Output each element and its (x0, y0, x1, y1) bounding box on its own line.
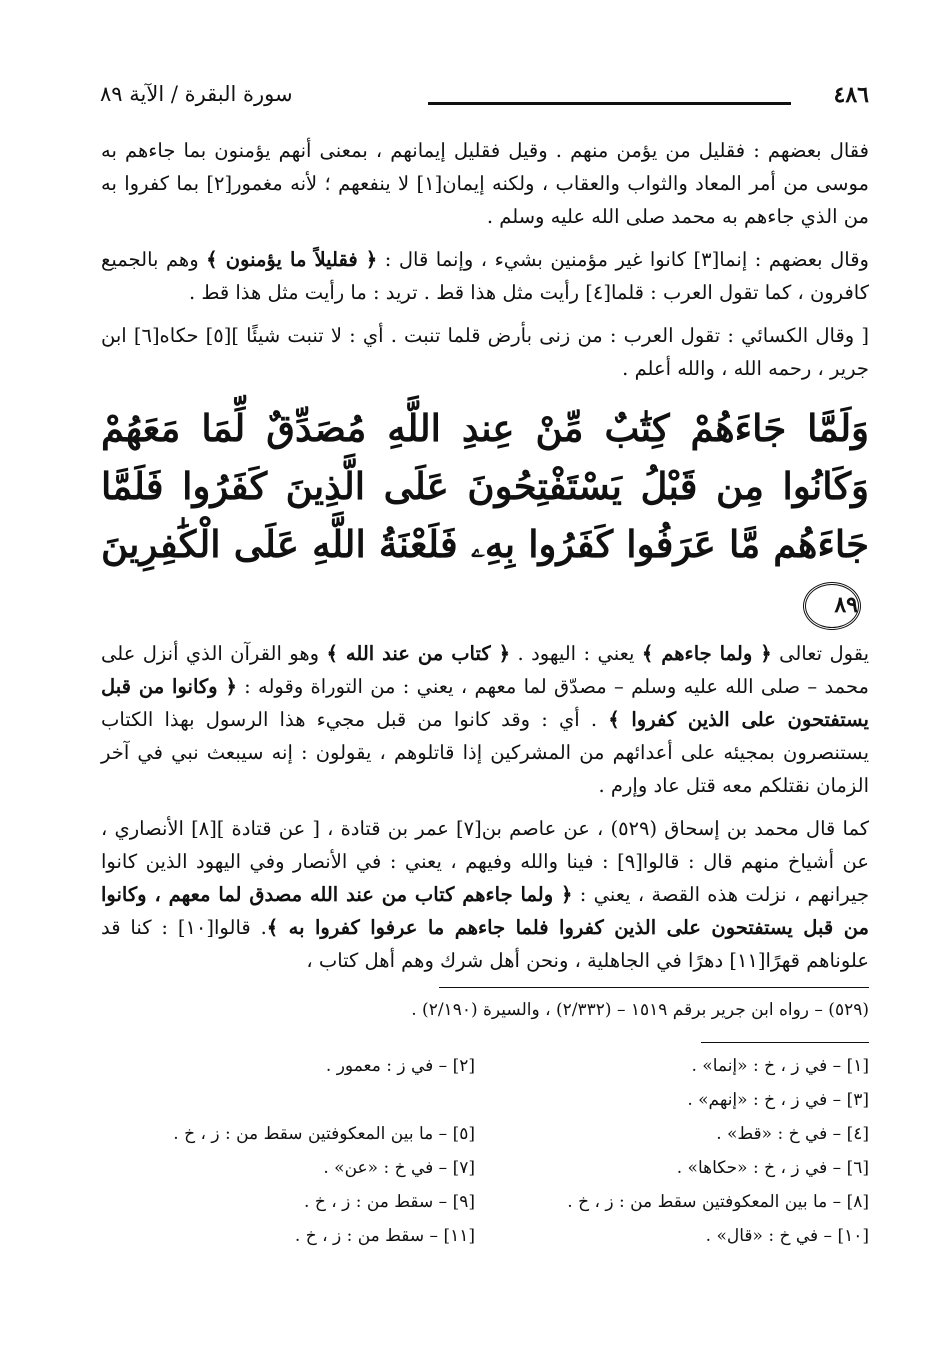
footnote-6: [٦] – في ز ، خ : «حكاها» . (676, 1158, 869, 1178)
tafsir-text: وهو القرآن الذي أنزل على محمد – صلى الله عليه وسلم – مصدّق لما معهم ، يعني : من التوراة وقوله : (101, 642, 869, 698)
paragraph-2-text-c: وهم بالجميع كافرون ، كما تقول العرب : قلما[٤] رأيت مثل هذا قط . تريد : ما رأيت مثل هذا قط . (101, 248, 869, 304)
quran-quote: ﴿ فقليلاً ما يؤمنون ﴾ (206, 248, 378, 271)
footnote-11: [١١] – سقط من : ز ، خ . (294, 1226, 475, 1246)
footnote-divider-short (701, 1042, 869, 1043)
footnote-8: [٨] – ما بين المعكوفتين سقط من : ز ، خ . (567, 1192, 869, 1212)
footnote-10: [١٠] – في خ : «قال» . (705, 1226, 869, 1246)
quran-quote: ﴿ كتاب من عند الله ﴾ (326, 642, 511, 665)
tafsir-text: يعني : اليهود . (510, 642, 642, 665)
footnote-divider (439, 987, 869, 988)
tafsir-text: . قالوا[١٠] : كنا قد علوناهم قهرًا[١١] دهرًا في الجاهلية ، ونحن أهل شرك وهم أهل كتاب ، (101, 916, 869, 972)
tafsir-paragraph-1 (101, 637, 869, 802)
footnote-7: [٧] – في خ : «عن» . (323, 1158, 475, 1178)
paragraph-2 (101, 243, 869, 309)
tafsir-text: . أي : وقد كانوا من قبل مجيء هذا الرسول بهذا الكتاب يستنصرون بمجيئه على أعدائهم من المشركين إذا قاتلوهم ، يقولون : إنه سيبعث نبي في آخر الزمان نقتلكم معه قتل عاد وإرم . (101, 708, 869, 797)
verse-text: وَلَمَّا جَاءَهُمْ كِتَٰبٌ مِّنْ عِندِ اللَّهِ مُصَدِّقٌ لِّمَا مَعَهُمْ وَكَانُوا مِن قَبْلُ يَسْتَفْتِحُونَ عَلَى الَّذِينَ كَفَرُوا فَلَمَّا جَاءَهُم مَّا عَرَفُوا كَفَرُوا بِهِۦ فَلَعْنَةُ اللَّهِ عَلَى الْكَٰفِرِينَ (101, 406, 869, 566)
quran-quote: ﴿ وكانوا من قبل يستفتحون على الذين كفروا ﴾ (101, 675, 869, 731)
footnote-3: [٣] – في ز ، خ : «إنهم» . (687, 1090, 869, 1110)
footnote-empty (101, 1083, 475, 1117)
paragraph-2-text-a: وقال بعضهم : إنما[٣] كانوا غير مؤمنين بشيء ، وإنما قال : (377, 248, 869, 271)
tafsir-text: يقول تعالى (771, 642, 869, 665)
footnote-2: [٢] – في ز : معمور . (325, 1056, 475, 1076)
tafsir-text: كما قال محمد بن إسحاق (٥٢٩) ، عن عاصم بن[٧] عمر بن قتادة ، [ عن قتادة ][٨] الأنصاري ، عن أشياخ منهم قال : قالوا[٩] : فينا والله وفيهم ، يعني : في الأنصار وفي اليهود الذين كانوا جيرانهم ، نزلت هذه القصة ، يعني : (101, 817, 870, 906)
page-body (101, 134, 869, 1253)
footnote-9: [٩] – سقط من : ز ، خ . (304, 1192, 475, 1212)
page-number: ٤٨٦ (833, 82, 869, 108)
paragraph-3: [ وقال الكسائي : تقول العرب : من زنى بأرض قلما تنبت . أي : لا تنبت شيئًا ][٥] حكاه[٦] ابن جرير ، رحمه الله ، والله أعلم . (101, 324, 869, 380)
header-rule (428, 102, 791, 105)
footnote-4: [٤] – في خ : «قط» . (716, 1124, 869, 1144)
footnote-5: [٥] – ما بين المعكوفتين سقط من : ز ، خ . (173, 1124, 475, 1144)
variant-footnotes (101, 1049, 869, 1253)
quran-quote: ﴿ ولما جاءهم ﴾ (641, 642, 772, 665)
tafsir-paragraph-2 (101, 812, 869, 977)
quran-quote: ﴿ ولما جاءهم كتاب من عند الله مصدق لما معهم ، وكانوا من قبل يستفتحون على الذين كفروا فلما جاءهم ما عرفوا كفروا به ﴾ (101, 883, 869, 939)
verse-number-badge: ٨٩ (803, 582, 861, 630)
running-title: سورة البقرة / الآية ٨٩ (100, 82, 293, 106)
page-header (100, 82, 869, 116)
quran-verse (101, 399, 869, 631)
footnote-1: [١] – في ز ، خ : «إنما» . (691, 1056, 869, 1076)
source-footnote: (٥٢٩) – رواه ابن جرير برقم ١٥١٩ – (٢/٣٣٢) ، والسيرة (٢/١٩٠) . (411, 1000, 869, 1020)
paragraph-1: فقال بعضهم : فقليل من يؤمن منهم . وقيل فقليل إيمانهم ، بمعنى أنهم يؤمنون بما جاءهم به موسى من أمر المعاد والثواب والعقاب ، ولكنه إيمان[١] لا ينفعهم ؛ لأنه مغمور[٢] بما كفروا به من الذي جاءهم به محمد صلى الله عليه وسلم . (101, 139, 869, 228)
